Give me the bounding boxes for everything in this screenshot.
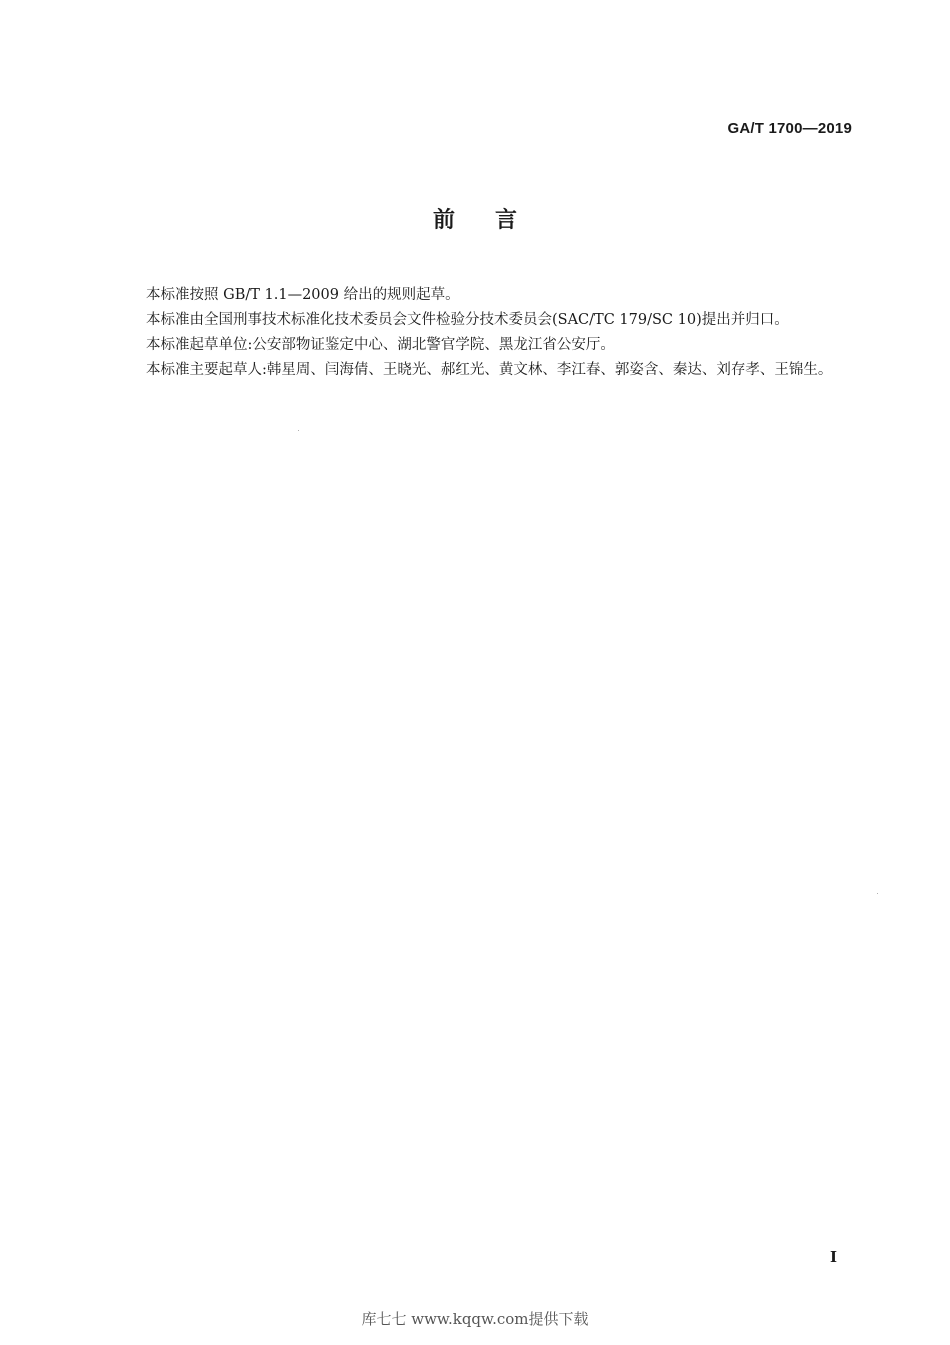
- standard-code: GA/T 1700—2019: [727, 120, 852, 137]
- scan-speck: [877, 893, 878, 894]
- foreword-body: [117, 283, 857, 383]
- page-title: 前言: [432, 207, 557, 233]
- paragraph-drafting-units: 本标准起草单位:公安部物证鉴定中心、湖北警官学院、黑龙江省公安厅。: [146, 337, 615, 353]
- paragraph-proposer: 本标准由全国刑事技术标准化技术委员会文件检验分技术委员会(SAC/TC 179/SC 10)提出并归口。: [146, 312, 789, 328]
- paragraph-drafting-rules: 本标准按照 GB/T 1.1—2009 给出的规则起草。: [146, 287, 460, 303]
- scan-speck: [298, 430, 299, 431]
- paragraph-drafters: 本标准主要起草人:韩星周、闫海倩、王晓光、郝红光、黄文林、李江春、郭姿含、秦达、刘存孝、王锦生。: [146, 362, 833, 378]
- download-watermark: 库七七 www.kqqw.com提供下载: [361, 1310, 589, 1328]
- page-number: I: [829, 1248, 837, 1266]
